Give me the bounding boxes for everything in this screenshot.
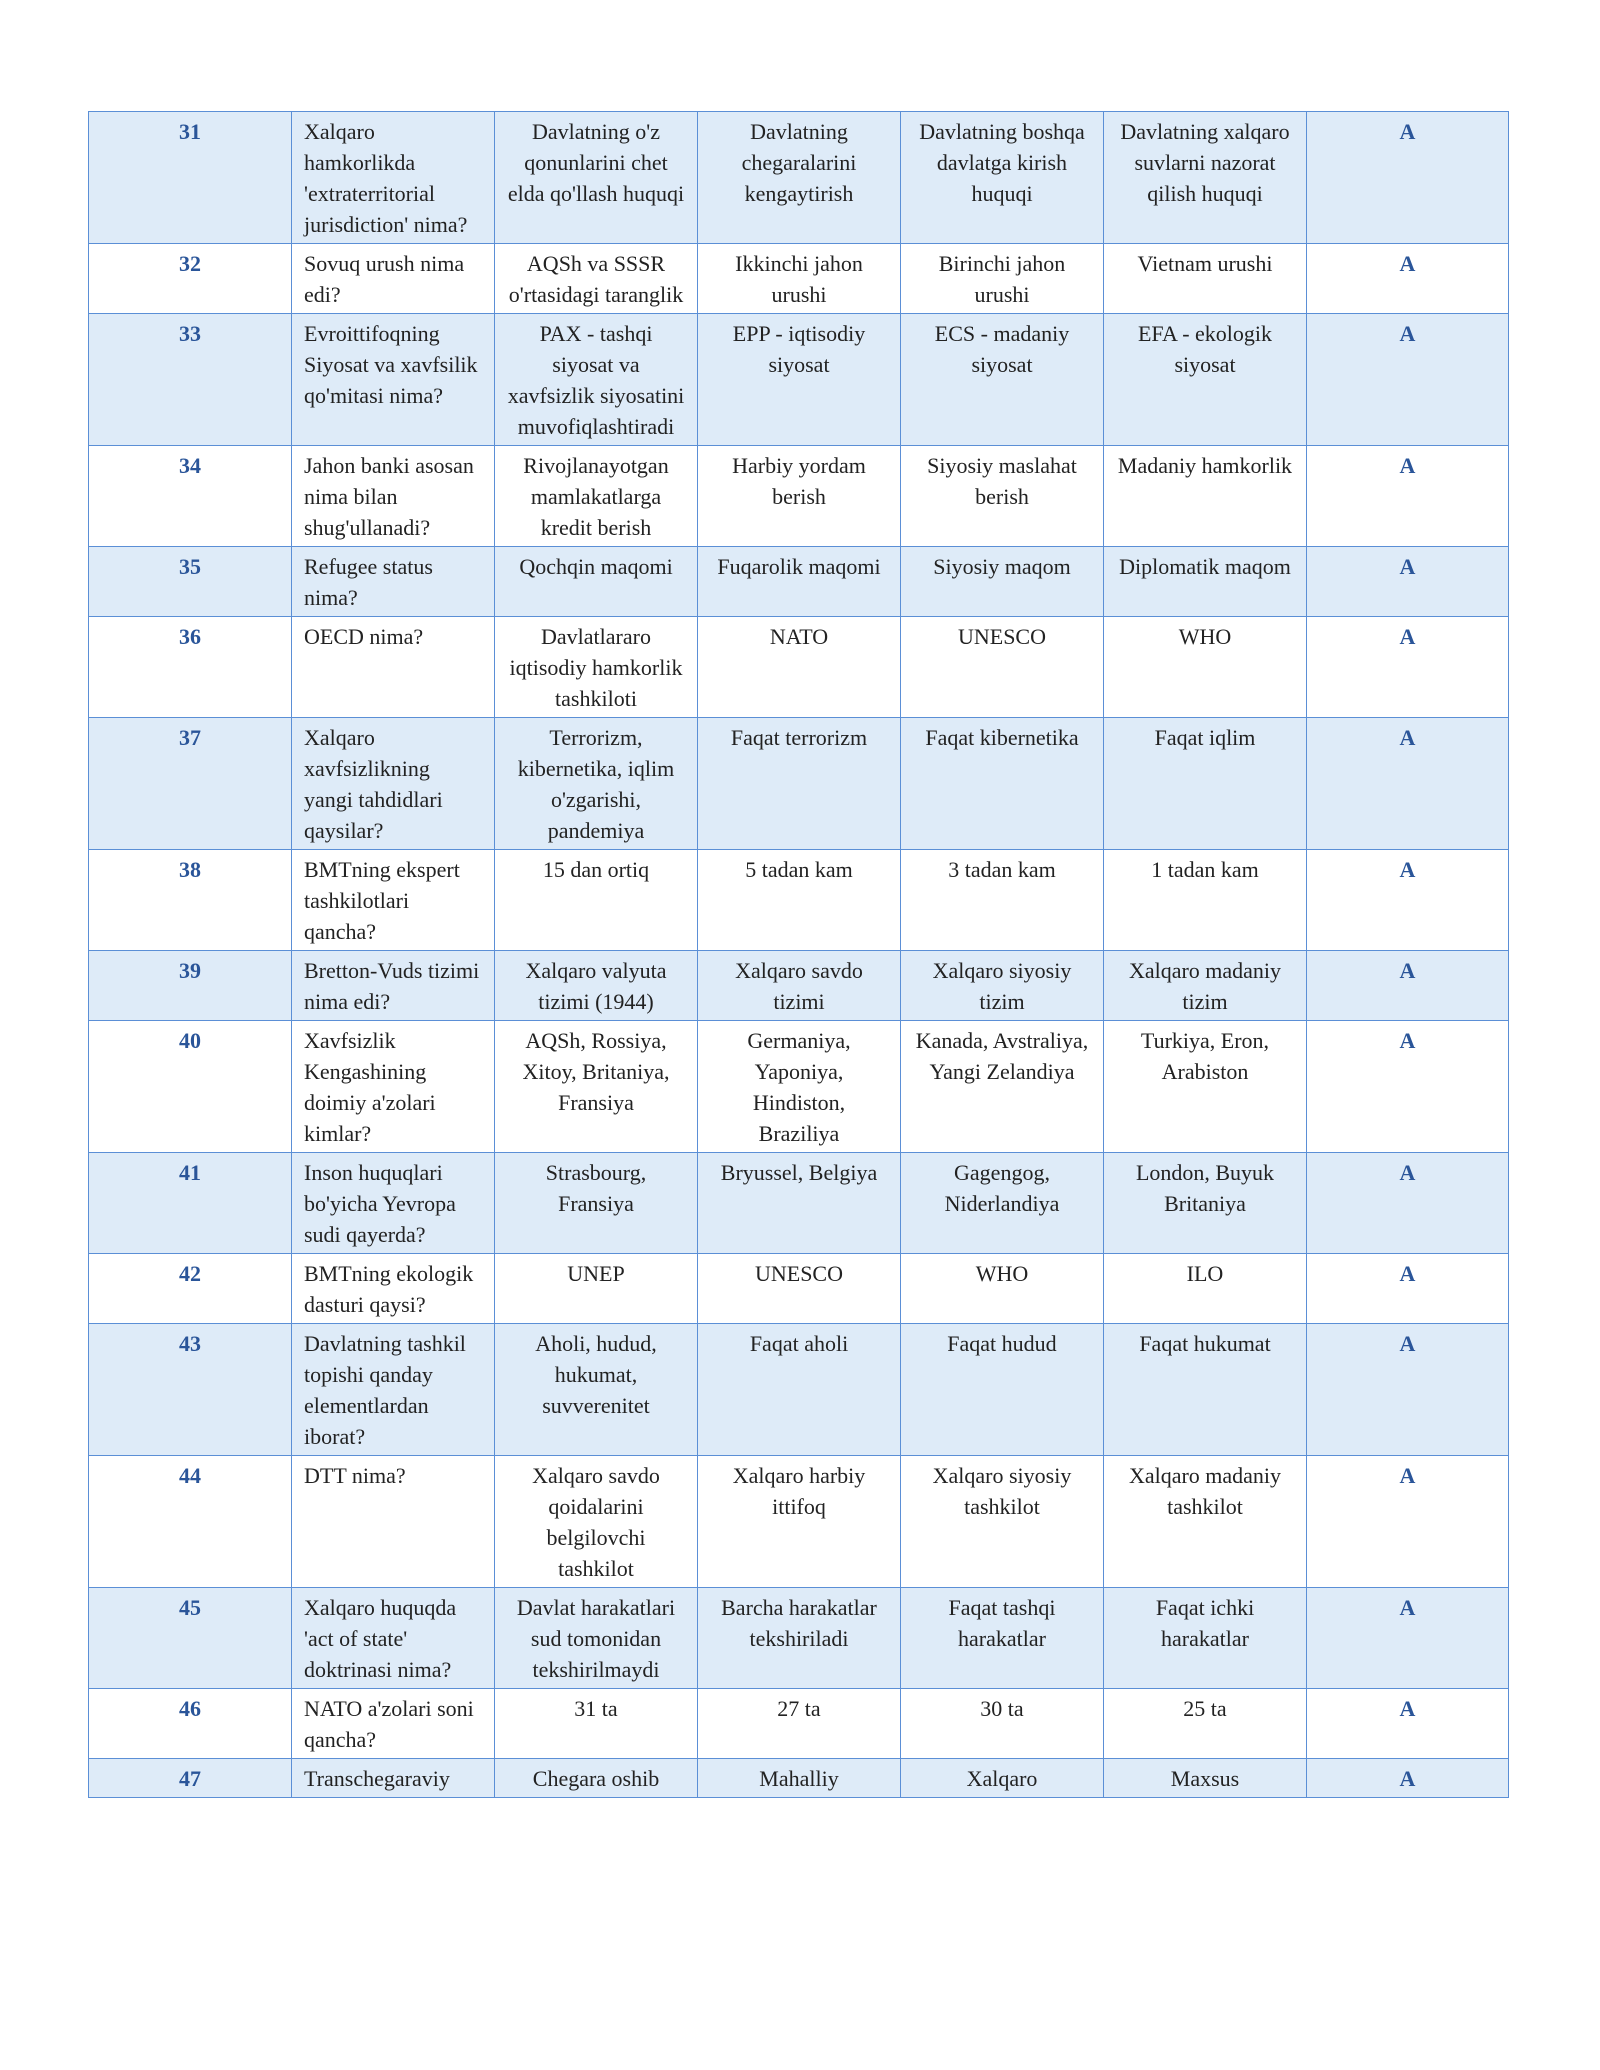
table-row xyxy=(89,718,1509,850)
question-text: Xalqaro huquqda 'act of state' doktrinasi nima? xyxy=(292,1588,495,1689)
question-number: 35 xyxy=(89,547,292,617)
correct-answer: A xyxy=(1307,1324,1509,1456)
option-a: UNEP xyxy=(495,1254,698,1324)
option-a: Xalqaro valyuta tizimi (1944) xyxy=(495,951,698,1021)
question-number: 32 xyxy=(89,244,292,314)
option-d: Diplomatik maqom xyxy=(1104,547,1307,617)
table-row xyxy=(89,617,1509,718)
option-b: Faqat aholi xyxy=(698,1324,901,1456)
correct-answer: A xyxy=(1307,314,1509,446)
correct-answer: A xyxy=(1307,1456,1509,1588)
option-c: Kanada, Avstraliya, Yangi Zelandiya xyxy=(901,1021,1104,1153)
option-d: Xalqaro madaniy tizim xyxy=(1104,951,1307,1021)
option-d: EFA - ekologik siyosat xyxy=(1104,314,1307,446)
option-c: ECS - madaniy siyosat xyxy=(901,314,1104,446)
option-a: Davlatning o'z qonunlarini chet elda qo'llash huquqi xyxy=(495,112,698,244)
question-text: DTT nima? xyxy=(292,1456,495,1588)
option-d: WHO xyxy=(1104,617,1307,718)
option-c: Siyosiy maqom xyxy=(901,547,1104,617)
option-c: Faqat kibernetika xyxy=(901,718,1104,850)
option-a: Strasbourg, Fransiya xyxy=(495,1153,698,1254)
option-b: Ikkinchi jahon urushi xyxy=(698,244,901,314)
option-d: Faqat ichki harakatlar xyxy=(1104,1588,1307,1689)
question-text: Sovuq urush nima edi? xyxy=(292,244,495,314)
option-d: ILO xyxy=(1104,1254,1307,1324)
correct-answer: A xyxy=(1307,718,1509,850)
table-row xyxy=(89,547,1509,617)
option-d: Davlatning xalqaro suvlarni nazorat qilish huquqi xyxy=(1104,112,1307,244)
correct-answer: A xyxy=(1307,1153,1509,1254)
table-row xyxy=(89,1588,1509,1689)
option-a: PAX - tashqi siyosat va xavfsizlik siyosatini muvofiqlashtiradi xyxy=(495,314,698,446)
option-d: Faqat hukumat xyxy=(1104,1324,1307,1456)
question-text: Davlatning tashkil topishi qanday elementlardan iborat? xyxy=(292,1324,495,1456)
option-c: Faqat tashqi harakatlar xyxy=(901,1588,1104,1689)
question-number: 37 xyxy=(89,718,292,850)
option-a: 15 dan ortiq xyxy=(495,850,698,951)
option-a: Terrorizm, kibernetika, iqlim o'zgarishi, pandemiya xyxy=(495,718,698,850)
question-number: 40 xyxy=(89,1021,292,1153)
question-text: Xavfsizlik Kengashining doimiy a'zolari kimlar? xyxy=(292,1021,495,1153)
question-text: OECD nima? xyxy=(292,617,495,718)
option-b: EPP - iqtisodiy siyosat xyxy=(698,314,901,446)
correct-answer: A xyxy=(1307,547,1509,617)
question-text: Transchegaraviy xyxy=(292,1759,495,1798)
option-c: Xalqaro xyxy=(901,1759,1104,1798)
option-d: Turkiya, Eron, Arabiston xyxy=(1104,1021,1307,1153)
option-c: Gagengog, Niderlandiya xyxy=(901,1153,1104,1254)
option-c: Siyosiy maslahat berish xyxy=(901,446,1104,547)
option-b: Mahalliy xyxy=(698,1759,901,1798)
table-row xyxy=(89,446,1509,547)
correct-answer: A xyxy=(1307,112,1509,244)
option-b: Davlatning chegaralarini kengaytirish xyxy=(698,112,901,244)
question-number: 46 xyxy=(89,1689,292,1759)
table-row xyxy=(89,1021,1509,1153)
option-a: Rivojlanayotgan mamlakatlarga kredit berish xyxy=(495,446,698,547)
question-number: 38 xyxy=(89,850,292,951)
correct-answer: A xyxy=(1307,1588,1509,1689)
correct-answer: A xyxy=(1307,244,1509,314)
question-number: 36 xyxy=(89,617,292,718)
table-row xyxy=(89,112,1509,244)
question-number: 42 xyxy=(89,1254,292,1324)
question-number: 39 xyxy=(89,951,292,1021)
question-text: Inson huquqlari bo'yicha Yevropa sudi qayerda? xyxy=(292,1153,495,1254)
question-number: 31 xyxy=(89,112,292,244)
table-row xyxy=(89,850,1509,951)
option-c: Davlatning boshqa davlatga kirish huquqi xyxy=(901,112,1104,244)
table-row xyxy=(89,1153,1509,1254)
option-b: Fuqarolik maqomi xyxy=(698,547,901,617)
question-number: 43 xyxy=(89,1324,292,1456)
correct-answer: A xyxy=(1307,1689,1509,1759)
table-row xyxy=(89,1759,1509,1798)
option-d: London, Buyuk Britaniya xyxy=(1104,1153,1307,1254)
option-a: AQSh va SSSR o'rtasidagi taranglik xyxy=(495,244,698,314)
correct-answer: A xyxy=(1307,446,1509,547)
option-d: Madaniy hamkorlik xyxy=(1104,446,1307,547)
option-a: Aholi, hudud, hukumat, suvverenitet xyxy=(495,1324,698,1456)
correct-answer: A xyxy=(1307,617,1509,718)
question-number: 47 xyxy=(89,1759,292,1798)
table-row xyxy=(89,1324,1509,1456)
option-b: Barcha harakatlar tekshiriladi xyxy=(698,1588,901,1689)
option-a: AQSh, Rossiya, Xitoy, Britaniya, Fransiya xyxy=(495,1021,698,1153)
option-b: Xalqaro savdo tizimi xyxy=(698,951,901,1021)
table-row xyxy=(89,1254,1509,1324)
option-d: Maxsus xyxy=(1104,1759,1307,1798)
option-b: NATO xyxy=(698,617,901,718)
question-text: Xalqaro hamkorlikda 'extraterritorial jurisdiction' nima? xyxy=(292,112,495,244)
question-text: NATO a'zolari soni qancha? xyxy=(292,1689,495,1759)
option-c: Faqat hudud xyxy=(901,1324,1104,1456)
quiz-table xyxy=(88,111,1509,1798)
table-row xyxy=(89,244,1509,314)
option-b: Harbiy yordam berish xyxy=(698,446,901,547)
table-row xyxy=(89,951,1509,1021)
option-a: Xalqaro savdo qoidalarini belgilovchi tashkilot xyxy=(495,1456,698,1588)
correct-answer: A xyxy=(1307,1021,1509,1153)
option-c: UNESCO xyxy=(901,617,1104,718)
option-d: Xalqaro madaniy tashkilot xyxy=(1104,1456,1307,1588)
question-number: 34 xyxy=(89,446,292,547)
table-row xyxy=(89,1689,1509,1759)
option-c: Birinchi jahon urushi xyxy=(901,244,1104,314)
option-b: Xalqaro harbiy ittifoq xyxy=(698,1456,901,1588)
question-text: Refugee status nima? xyxy=(292,547,495,617)
question-number: 41 xyxy=(89,1153,292,1254)
question-text: Bretton-Vuds tizimi nima edi? xyxy=(292,951,495,1021)
question-text: BMTning ekspert tashkilotlari qancha? xyxy=(292,850,495,951)
option-a: Qochqin maqomi xyxy=(495,547,698,617)
correct-answer: A xyxy=(1307,1254,1509,1324)
table-row xyxy=(89,314,1509,446)
option-c: WHO xyxy=(901,1254,1104,1324)
option-b: Germaniya, Yaponiya, Hindiston, Braziliya xyxy=(698,1021,901,1153)
question-text: BMTning ekologik dasturi qaysi? xyxy=(292,1254,495,1324)
table-row xyxy=(89,1456,1509,1588)
correct-answer: A xyxy=(1307,1759,1509,1798)
question-text: Evroittifoqning Siyosat va xavfsilik qo'mitasi nima? xyxy=(292,314,495,446)
option-b: UNESCO xyxy=(698,1254,901,1324)
question-text: Xalqaro xavfsizlikning yangi tahdidlari qaysilar? xyxy=(292,718,495,850)
question-number: 45 xyxy=(89,1588,292,1689)
option-b: 27 ta xyxy=(698,1689,901,1759)
correct-answer: A xyxy=(1307,850,1509,951)
option-a: Davlat harakatlari sud tomonidan tekshirilmaydi xyxy=(495,1588,698,1689)
quiz-table-body xyxy=(89,112,1509,1798)
option-d: Vietnam urushi xyxy=(1104,244,1307,314)
option-d: 25 ta xyxy=(1104,1689,1307,1759)
option-d: 1 tadan kam xyxy=(1104,850,1307,951)
option-a: Chegara oshib xyxy=(495,1759,698,1798)
option-a: 31 ta xyxy=(495,1689,698,1759)
option-a: Davlatlararo iqtisodiy hamkorlik tashkiloti xyxy=(495,617,698,718)
option-b: 5 tadan kam xyxy=(698,850,901,951)
option-c: Xalqaro siyosiy tizim xyxy=(901,951,1104,1021)
option-d: Faqat iqlim xyxy=(1104,718,1307,850)
option-b: Faqat terrorizm xyxy=(698,718,901,850)
option-c: 30 ta xyxy=(901,1689,1104,1759)
option-c: Xalqaro siyosiy tashkilot xyxy=(901,1456,1104,1588)
correct-answer: A xyxy=(1307,951,1509,1021)
question-number: 44 xyxy=(89,1456,292,1588)
option-b: Bryussel, Belgiya xyxy=(698,1153,901,1254)
option-c: 3 tadan kam xyxy=(901,850,1104,951)
question-number: 33 xyxy=(89,314,292,446)
question-text: Jahon banki asosan nima bilan shug'ullanadi? xyxy=(292,446,495,547)
